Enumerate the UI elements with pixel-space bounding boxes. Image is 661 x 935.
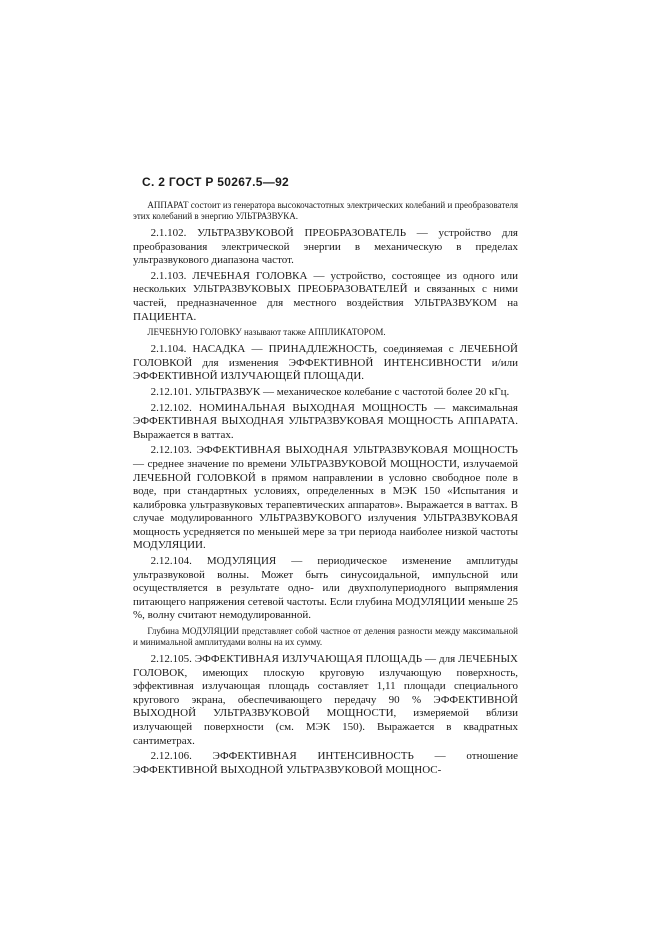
document-body	[133, 197, 518, 779]
definition-2-1-104: 2.1.104. НАСАДКА — ПРИНАДЛЕЖНОСТЬ, соединяемая с ЛЕЧЕБНОЙ ГОЛОВКОЙ для изменения ЭФФЕКТИВНОЙ ИНТЕНСИВНОСТИ и/или ЭФФЕКТИВНОЙ ИЗЛУЧАЮЩЕЙ ПЛОЩАДИ.	[133, 343, 518, 383]
note-modulation-depth: Глубина МОДУЛЯЦИИ представляет собой частное от деления разности между максимальной и минимальной амплитудами волны на их сумму.	[133, 626, 518, 648]
definition-2-1-103: 2.1.103. ЛЕЧЕБНАЯ ГОЛОВКА — устройство, состоящее из одного или нескольких УЛЬТРАЗВУКОВЫХ ПРЕОБРАЗОВАТЕЛЕЙ и связанных с ними частей, предназначенное для местного воздействия УЛЬТРАЗВУКОМ на ПАЦИЕНТА.	[133, 269, 518, 323]
definition-2-12-105: 2.12.105. ЭФФЕКТИВНАЯ ИЗЛУЧАЮЩАЯ ПЛОЩАДЬ — для ЛЕЧЕБНЫХ ГОЛОВОК, имеющих плоскую круговую излучающую поверхность, эффективная излучающая площадь составляет 1,11 площади специального кругового экрана, обеспечивающего передачу 90 % ЭФФЕКТИВНОЙ ВЫХОДНОЙ УЛЬТРАЗВУКОВОЙ МОЩНОСТИ, измеряемой вблизи излучающей поверхности (см. МЭК 150). Выражается в квадратных сантиметрах.	[133, 653, 518, 747]
definition-2-1-102: 2.1.102. УЛЬТРАЗВУКОВОЙ ПРЕОБРАЗОВАТЕЛЬ — устройство для преобразования электрической энергии в механическую в пределах ультразвукового диапазона частот.	[133, 227, 518, 267]
definition-2-12-102: 2.12.102. НОМИНАЛЬНАЯ ВЫХОДНАЯ МОЩНОСТЬ — максимальная ЭФФЕКТИВНАЯ ВЫХОДНАЯ УЛЬТРАЗВУКОВАЯ МОЩНОСТЬ АППАРАТА. Выражается в ваттах.	[133, 401, 518, 441]
definition-2-12-101: 2.12.101. УЛЬТРАЗВУК — механическое колебание с частотой более 20 кГц.	[150, 385, 510, 398]
definition-2-12-106: 2.12.106. ЭФФЕКТИВНАЯ ИНТЕНСИВНОСТЬ — отношение ЭФФЕКТИВНОЙ ВЫХОДНОЙ УЛЬТРАЗВУКОВОЙ МОЩНОС-	[133, 750, 518, 776]
page-header: С. 2 ГОСТ Р 50267.5—92	[142, 175, 290, 189]
intro-paragraph: АППАРАТ состоит из генератора высокочастотных электрических колебаний и преобразователя этих колебаний в энергию УЛЬТРАЗВУКА.	[133, 200, 518, 221]
definition-2-12-103: 2.12.103. ЭФФЕКТИВНАЯ ВЫХОДНАЯ УЛЬТРАЗВУКОВАЯ МОЩНОСТЬ — среднее значение по времени УЛЬТРАЗВУКОВОЙ МОЩНОСТИ, излучаемой ЛЕЧЕБНОЙ ГОЛОВКОЙ в прямом направлении в условно свободное поле в воде, при стандартных условиях, определенных в МЭК 150 «Испытания и калибровка ультразвуковых терапевтических аппаратов». Выражается в ваттах. В случае модулированного УЛЬТРАЗВУКОВОГО излучения УЛЬТРАЗВУКОВАЯ мощность усредняется по меньшей мере за три периода наиболее низкой частоты МОДУЛЯЦИИ.	[133, 444, 518, 552]
note-applicator: ЛЕЧЕБНУЮ ГОЛОВКУ называют также АППЛИКАТОРОМ.	[147, 327, 386, 338]
definition-2-12-104: 2.12.104. МОДУЛЯЦИЯ — периодическое изменение амплитуды ультразвуковой волны. Может быть синусоидальной, импульсной или осуществляется в результате одно- или двухполупериодного выпрямления питающего напряжения сетевой частоты. Если глубина МОДУЛЯЦИИ меньше 25 %, волну считают немодулированной.	[133, 555, 518, 622]
